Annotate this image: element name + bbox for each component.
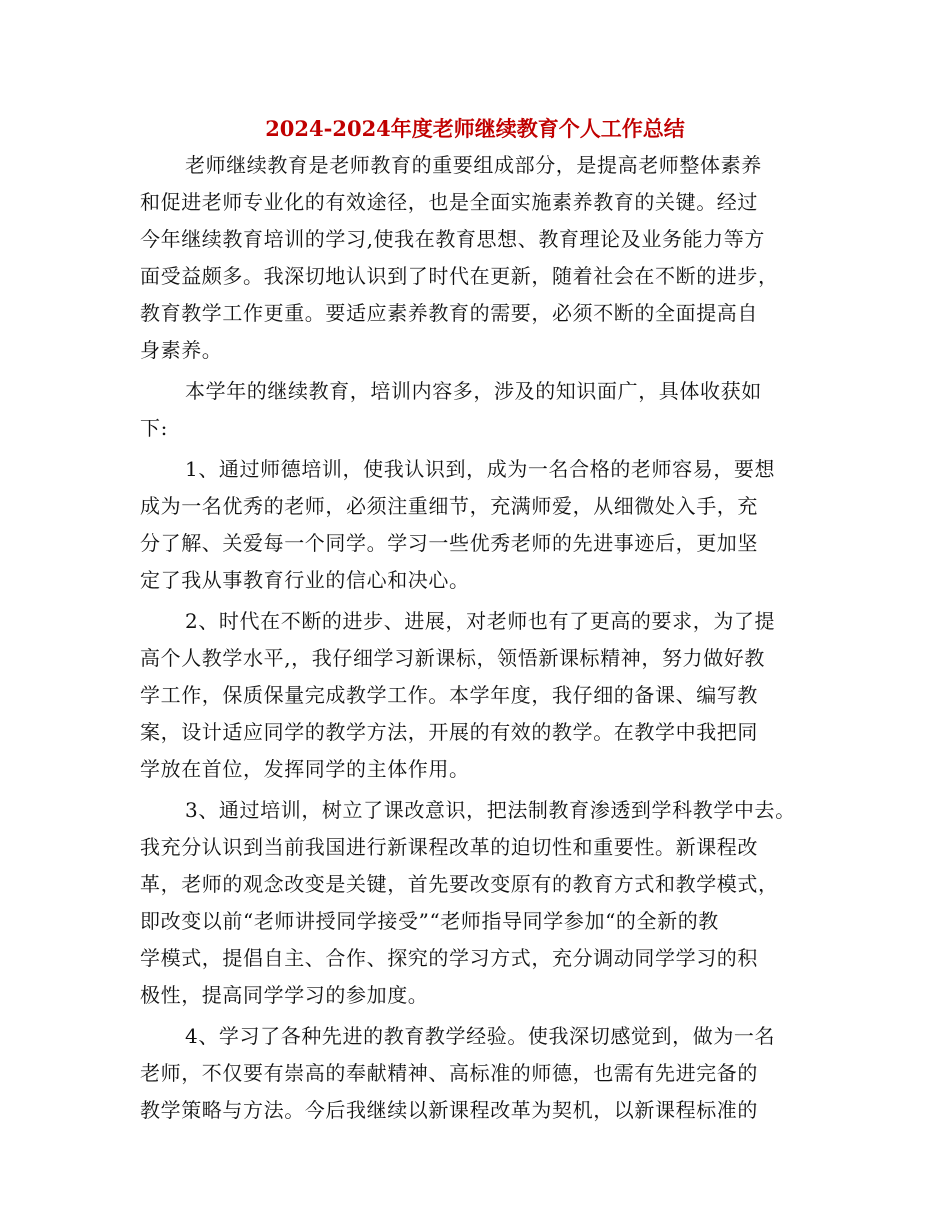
paragraph-summary — [140, 373, 810, 447]
paragraph-line: 教育教学工作更重。要适应素养教育的需要，必须不断的全面提高自 — [140, 301, 758, 325]
paragraph-line: 老师继续教育是老师教育的重要组成部分，是提高老师整体素养 — [185, 153, 762, 177]
paragraph-line: 面受益颇多。我深切地认识到了时代在更新，随着社会在不断的进步， — [140, 264, 779, 288]
paragraph-line: 学放在首位，发挥同学的主体作用。 — [140, 757, 470, 781]
paragraph-line: 案，设计适应同学的教学方法，开展的有效的教学。在教学中我把同 — [140, 720, 758, 744]
document-title: 2024-2024年度老师继续教育个人工作总结 — [265, 116, 685, 141]
paragraph-point-4 — [140, 1018, 810, 1129]
paragraph-line: 分了解、关爱每一个同学。学习一些优秀老师的先进事迹后，更加坚 — [140, 531, 758, 555]
paragraph-line: 高个人教学水平,，我仔细学习新课标，领悟新课标精神，努力做好教 — [140, 646, 765, 670]
paragraph-point-1 — [140, 451, 810, 599]
paragraph-line: 我充分认识到当前我国进行新课程改革的迫切性和重要性。新课程改 — [140, 835, 758, 859]
paragraph-line: 4、学习了各种先进的教育教学经验。使我深切感觉到，做为一名 — [185, 1024, 776, 1048]
paragraph-line: 3、通过培训，树立了课改意识，把法制教育渗透到学科教学中去。 — [185, 798, 796, 822]
paragraph-line: 和促进老师专业化的有效途径，也是全面实施素养教育的关键。经过 — [140, 190, 758, 214]
paragraph-line: 极性，提高同学学习的参加度。 — [140, 983, 429, 1007]
paragraph-point-3 — [140, 792, 810, 1014]
paragraph-line: 下: — [140, 416, 168, 440]
document-body — [140, 147, 810, 1129]
paragraph-line: 定了我从事教育行业的信心和决心。 — [140, 568, 470, 592]
paragraph-line: 革，老师的观念改变是关键，首先要改变原有的教育方式和教学模式， — [140, 872, 779, 896]
paragraph-line: 成为一名优秀的老师，必须注重细节，充满师爱，从细微处入手，充 — [140, 494, 758, 518]
paragraph-line: 2、时代在不断的进步、进展，对老师也有了更高的要求，为了提 — [185, 609, 776, 633]
paragraph-intro — [140, 147, 810, 369]
paragraph-line: 学工作，保质保量完成教学工作。本学年度，我仔细的备课、编写教 — [140, 683, 758, 707]
paragraph-line: 身素养。 — [140, 338, 223, 362]
paragraph-line: 老师，不仅要有崇高的奉献精神、高标准的师德，也需有先进完备的 — [140, 1061, 758, 1085]
paragraph-line: 即改变以前“老师讲授同学接受”“老师指导同学参加“的全新的教 — [140, 909, 719, 933]
paragraph-line: 教学策略与方法。今后我继续以新课程改革为契机，以新课程标准的 — [140, 1098, 758, 1122]
paragraph-point-2 — [140, 603, 810, 788]
paragraph-line: 1、通过师德培训，使我认识到，成为一名合格的老师容易，要想 — [185, 457, 776, 481]
paragraph-line: 本学年的继续教育，培训内容多，涉及的知识面广，具体收获如 — [185, 379, 762, 403]
paragraph-line: 今年继续教育培训的学习,使我在教育思想、教育理论及业务能力等方 — [140, 227, 765, 251]
paragraph-line: 学模式，提倡自主、合作、探究的学习方式，充分调动同学学习的积 — [140, 946, 758, 970]
